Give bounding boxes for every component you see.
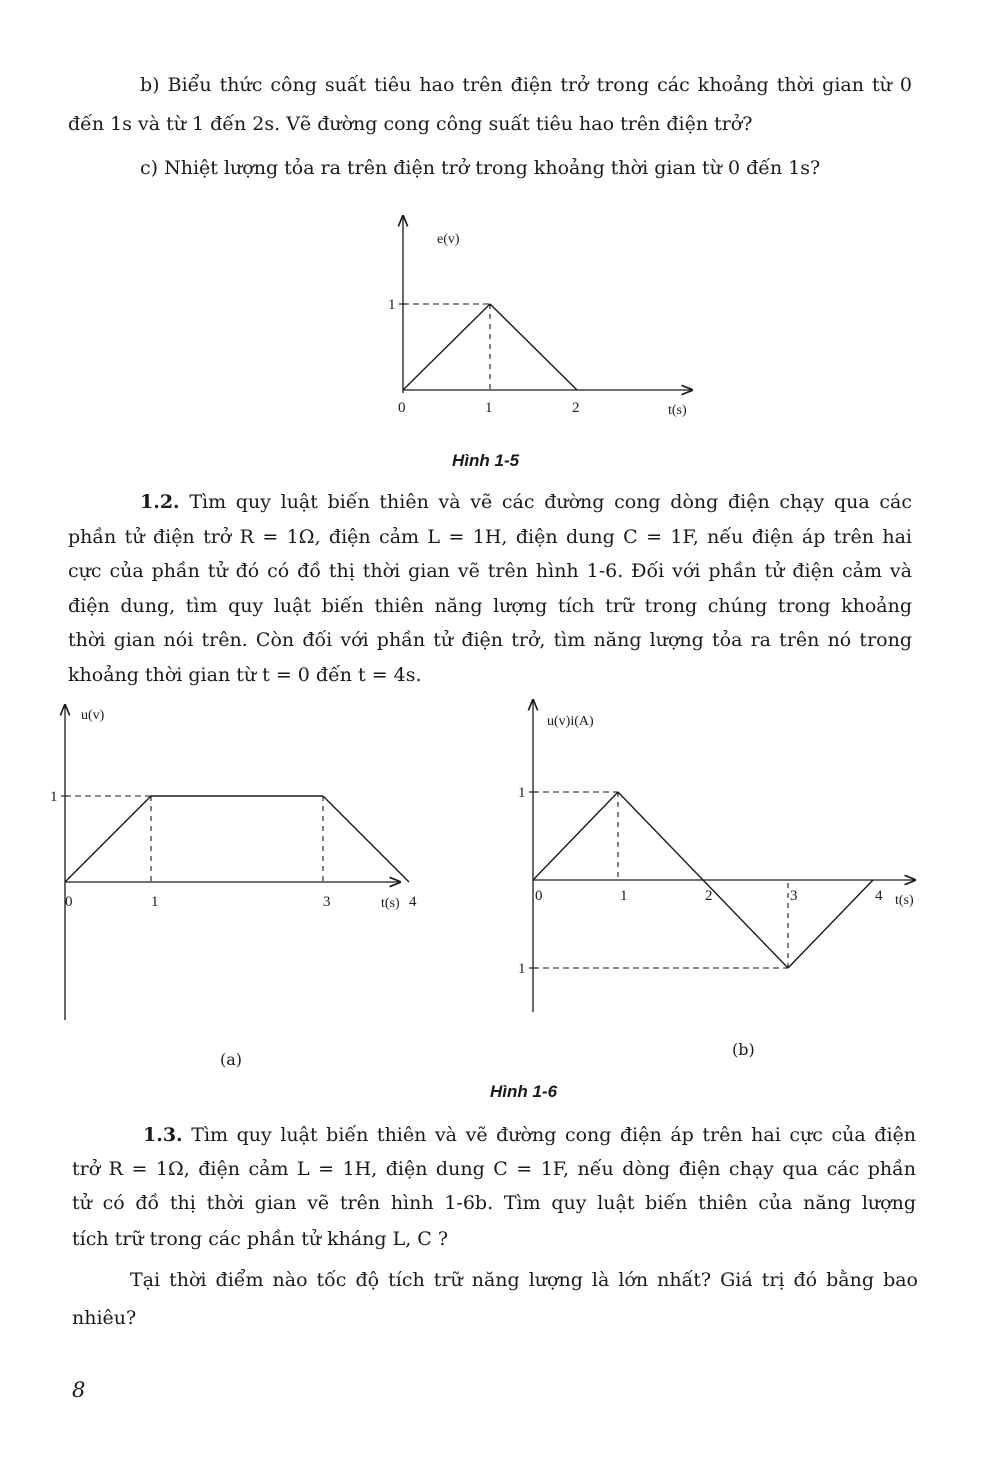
problem-1-3-line-1 (143, 1126, 916, 1145)
fig-1-6b-y-tick-label: 1 (518, 961, 526, 977)
fig-1-6a-x-tick-label: 0 (65, 894, 73, 910)
fig-1-6b-y-axis-label: u(v)i(A) (547, 714, 594, 729)
fig-1-6b-series-segment (788, 880, 873, 968)
problem-1-2-line-5: thời gian nói trên. Còn đối với phần tử điện trở, tìm năng lượng tỏa ra trên nó trong (68, 629, 912, 651)
fig-1-6a-series-segment (323, 796, 409, 882)
fig-1-6a-y-axis-label: u(v) (81, 708, 105, 723)
fig-1-5-x-tick-label: 0 (398, 400, 406, 416)
paragraph-c-line-1: c) Nhiệt lượng tỏa ra trên điện trở trong khoảng thời gian từ 0 đến 1s? (140, 157, 821, 179)
figure-1-6-caption: Hình 1-6 (490, 1082, 558, 1101)
page-number: 8 (72, 1378, 86, 1402)
fig-1-6b-x-tick-label: 3 (790, 888, 798, 904)
figure-1-5-caption: Hình 1-5 (452, 451, 520, 470)
paragraph-b-line-1: b) Biểu thức công suất tiêu hao trên điện trở trong các khoảng thời gian từ 0 (140, 74, 912, 96)
problem-1-2-line-2: phần tử điện trở R = 1Ω, điện cảm L = 1H, điện dung C = 1F, nếu điện áp trên hai (68, 526, 912, 548)
fig-1-6a-x-tick-label: 4 (409, 894, 417, 910)
fig-1-5-series-segment (490, 304, 577, 390)
fig-1-5-y-tick-label: 1 (388, 297, 396, 313)
problem-1-2-line-6: khoảng thời gian từ t = 0 đến t = 4s. (68, 664, 422, 686)
fig-1-6b-y-tick-label: 1 (518, 785, 526, 801)
fig-1-5-x-tick-label: 1 (485, 400, 493, 416)
fig-1-6b-x-tick-label: 4 (875, 888, 883, 904)
problem-1-3-line-2: trở R = 1Ω, điện cảm L = 1H, điện dung C = 1F, nếu dòng điện chạy qua các phần (72, 1158, 916, 1180)
problem-1-3-text: Tìm quy luật biến thiên và vẽ đường cong điện áp trên hai cực của điện (191, 1124, 916, 1146)
paragraph-b-line-2: đến 1s và từ 1 đến 2s. Vẽ đường cong công suất tiêu hao trên điện trở? (68, 113, 753, 135)
figure-1-6a-label: (a) (220, 1050, 243, 1069)
fig-1-5-x-axis-label: t(s) (668, 403, 687, 418)
fig-1-6b-x-tick-label: 1 (620, 888, 628, 904)
fig-1-5-series-segment (403, 304, 490, 390)
fig-1-6a-x-tick-label: 1 (151, 894, 159, 910)
fig-1-5-y-axis-label: e(v) (437, 232, 460, 247)
figure-1-6b-label: (b) (732, 1040, 755, 1059)
problem-1-2-line-1 (140, 493, 912, 512)
problem-1-2-line-4: điện dung, tìm quy luật biến thiên năng lượng tích trữ trong chúng trong khoảng (68, 595, 912, 617)
fig-1-5-x-tick-label: 2 (572, 400, 580, 416)
fig-1-6a-x-axis-label: t(s) (381, 896, 400, 911)
fig-1-6b-x-axis-label: t(s) (895, 893, 914, 908)
problem-1-3-line-3: tử có đồ thị thời gian vẽ trên hình 1-6b. Tìm quy luật biến thiên của năng lượng (72, 1192, 916, 1214)
problem-1-3-line-4: tích trữ trong các phần tử kháng L, C ? (72, 1228, 449, 1250)
problem-1-2-number: 1.2. (140, 491, 180, 513)
problem-1-2-line-3: cực của phần tử đó có đồ thị thời gian vẽ trên hình 1-6. Đối với phần tử điện cảm và (68, 560, 912, 582)
problem-1-3-number: 1.3. (143, 1124, 183, 1146)
question-line-2: nhiêu? (72, 1307, 137, 1329)
fig-1-6b-x-tick-label: 0 (535, 888, 543, 904)
fig-1-6b-x-tick-label: 2 (705, 888, 713, 904)
fig-1-6a-series-segment (65, 796, 151, 882)
question-line-1: Tại thời điểm nào tốc độ tích trữ năng lượng là lớn nhất? Giá trị đó bằng bao (130, 1269, 918, 1291)
problem-1-2-text: Tìm quy luật biến thiên và vẽ các đường cong dòng điện chạy qua các (189, 491, 912, 513)
fig-1-6a-x-tick-label: 3 (323, 894, 331, 910)
fig-1-6b-series-segment (533, 792, 618, 880)
fig-1-6a-y-tick-label: 1 (50, 789, 58, 805)
